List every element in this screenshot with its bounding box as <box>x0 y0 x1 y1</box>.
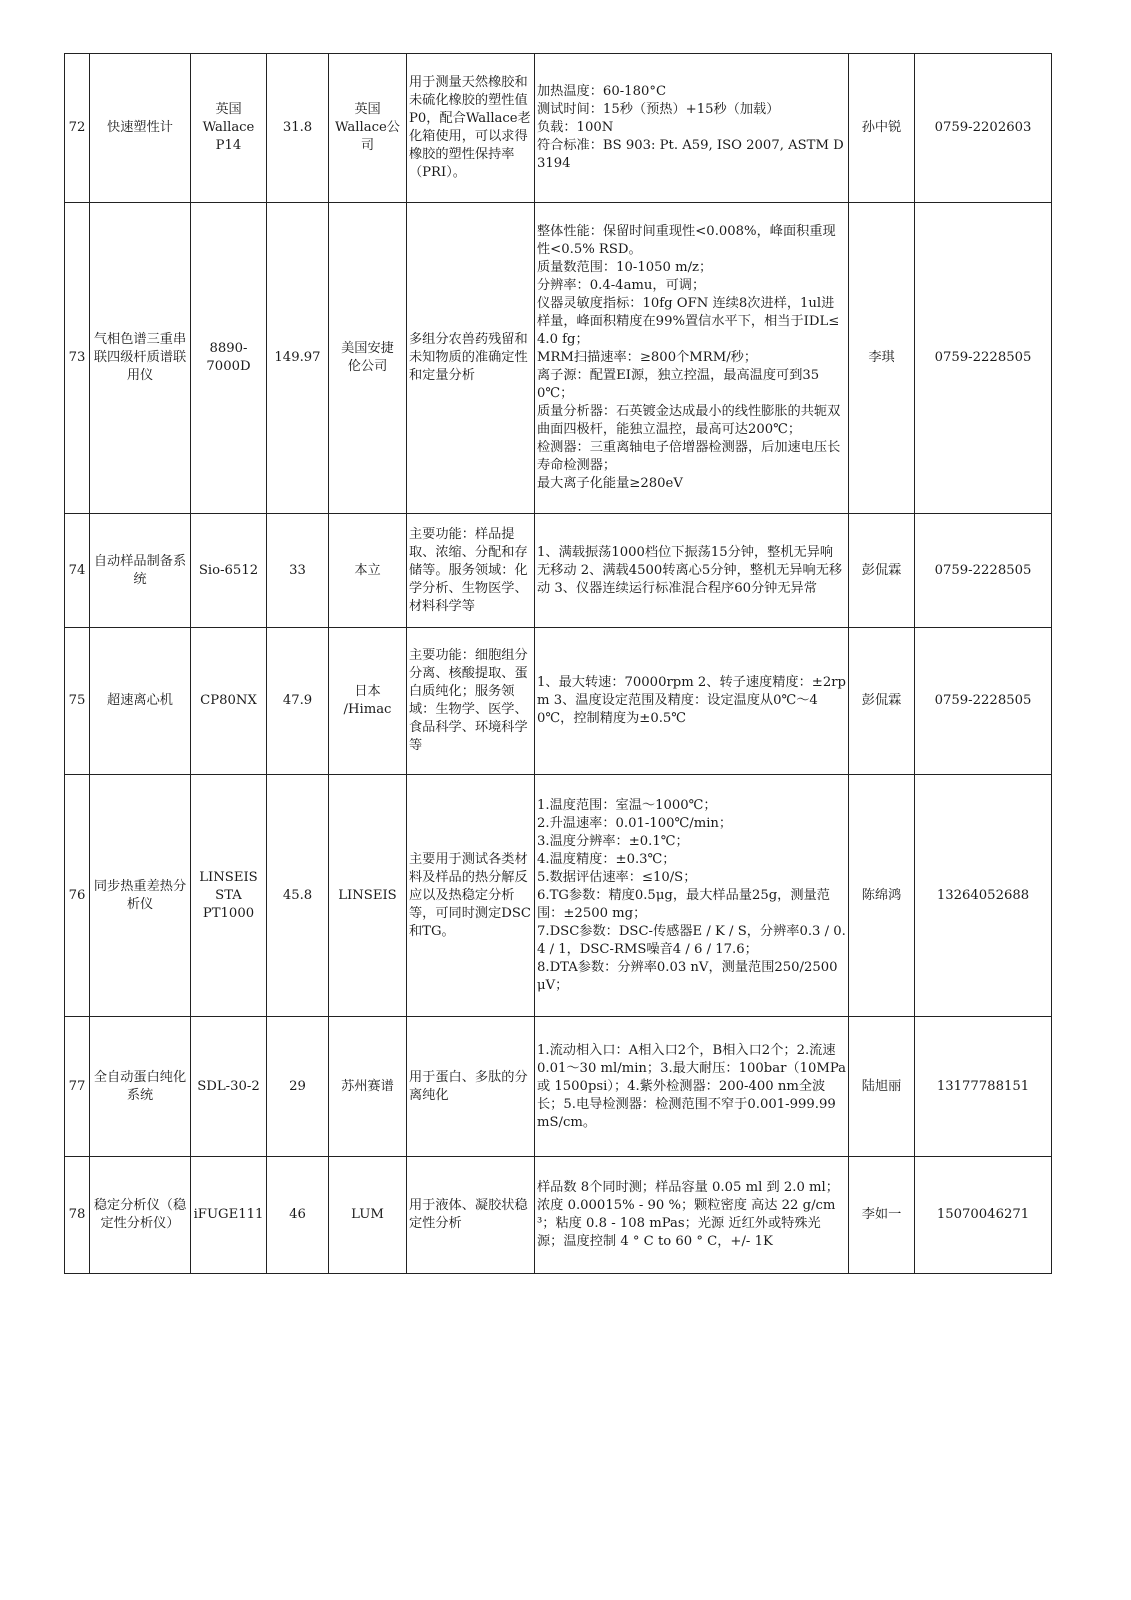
contact-person: 彭侃霖 <box>849 628 915 775</box>
instrument-table <box>64 53 1052 1274</box>
contact-person: 彭侃霖 <box>849 514 915 628</box>
price: 31.8 <box>267 54 329 203</box>
row-number: 75 <box>65 628 90 775</box>
phone-number: 0759-2228505 <box>915 203 1052 514</box>
table-row <box>65 1017 1052 1157</box>
technical-specs: 1.流动相入口：A相入口2个，B相入口2个；2.流速 0.01～30 ml/min；3.最大耐压：100bar（10MPa或 1500psi）；4.紫外检测器：200-400 nm全波长；5.电导检测器：检测范围不窄于0.001-999.99 mS/cm。 <box>535 1017 849 1157</box>
model: Sio-6512 <box>191 514 267 628</box>
manufacturer: 美国安捷 伦公司 <box>329 203 407 514</box>
model: iFUGE111 <box>191 1157 267 1274</box>
row-number: 77 <box>65 1017 90 1157</box>
model: LINSEIS STA PT1000 <box>191 775 267 1017</box>
table-row <box>65 514 1052 628</box>
function-description: 用于液体、凝胶状稳定性分析 <box>407 1157 535 1274</box>
function-description: 主要功能：细胞组分分离、核酸提取、蛋白质纯化；服务领域：生物学、医学、食品科学、环境科学等 <box>407 628 535 775</box>
instrument-name: 自动样品制备系统 <box>90 514 191 628</box>
contact-person: 李如一 <box>849 1157 915 1274</box>
row-number: 78 <box>65 1157 90 1274</box>
instrument-name: 超速离心机 <box>90 628 191 775</box>
technical-specs: 样品数 8个同时测；样品容量 0.05 ml 到 2.0 ml；浓度 0.00015% - 90 %；颗粒密度 高达 22 g/cm³；粘度 0.8 - 108 mPas；光源 近红外或特殊光源；温度控制 4 ° C to 60 ° C，+/- 1K <box>535 1157 849 1274</box>
row-number: 73 <box>65 203 90 514</box>
function-description: 用于蛋白、多肽的分离纯化 <box>407 1017 535 1157</box>
price: 47.9 <box>267 628 329 775</box>
manufacturer: 苏州赛谱 <box>329 1017 407 1157</box>
table-row <box>65 1157 1052 1274</box>
price: 149.97 <box>267 203 329 514</box>
manufacturer: LINSEIS <box>329 775 407 1017</box>
function-description: 主要用于测试各类材料及样品的热分解反应以及热稳定分析等，可同时测定DSC和TG。 <box>407 775 535 1017</box>
manufacturer: 本立 <box>329 514 407 628</box>
row-number: 76 <box>65 775 90 1017</box>
row-number: 72 <box>65 54 90 203</box>
technical-specs: 1、最大转速：70000rpm 2、转子速度精度：±2rpm 3、温度设定范围及精度：设定温度从0℃～40℃，控制精度为±0.5℃ <box>535 628 849 775</box>
instrument-name: 同步热重差热分析仪 <box>90 775 191 1017</box>
phone-number: 13264052688 <box>915 775 1052 1017</box>
table-row <box>65 54 1052 203</box>
manufacturer: LUM <box>329 1157 407 1274</box>
instrument-name: 快速塑性计 <box>90 54 191 203</box>
manufacturer: 英国 Wallace公 司 <box>329 54 407 203</box>
instrument-name: 气相色谱三重串联四级杆质谱联用仪 <box>90 203 191 514</box>
contact-person: 孙中锐 <box>849 54 915 203</box>
contact-person: 陆旭丽 <box>849 1017 915 1157</box>
instrument-name: 全自动蛋白纯化系统 <box>90 1017 191 1157</box>
price: 33 <box>267 514 329 628</box>
phone-number: 15070046271 <box>915 1157 1052 1274</box>
function-description: 主要功能：样品提取、浓缩、分配和存储等。服务领域：化学分析、生物医学、材料科学等 <box>407 514 535 628</box>
table-row <box>65 203 1052 514</box>
phone-number: 0759-2202603 <box>915 54 1052 203</box>
price: 29 <box>267 1017 329 1157</box>
technical-specs: 整体性能：保留时间重现性<0.008%，峰面积重现性<0.5% RSD。 质量数范围：10-1050 m/z； 分辨率：0.4-4amu，可调； 仪器灵敏度指标：10fg OFN 连续8次进样，1ul进样量，峰面积精度在99%置信水平下，相当于IDL≤4.0 fg； MRM扫描速率：≥800个MRM/秒； 离子源：配置EI源，独立控温，最高温度可到350℃； 质量分析器：石英镀金达成最小的线性膨胀的共轭双曲面四极杆，能独立温控，最高可达200℃； 检测器：三重离轴电子倍增器检测器，后加速电压长寿命检测器； 最大离子化能量≥280eV <box>535 203 849 514</box>
technical-specs: 1、满载振荡1000档位下振荡15分钟，整机无异响无移动 2、满载4500转离心5分钟，整机无异响无移动 3、仪器连续运行标准混合程序60分钟无异常 <box>535 514 849 628</box>
contact-person: 李琪 <box>849 203 915 514</box>
function-description: 用于测量天然橡胶和未硫化橡胶的塑性值P0，配合Wallace老化箱使用，可以求得橡胶的塑性保持率（PRI）。 <box>407 54 535 203</box>
price: 46 <box>267 1157 329 1274</box>
phone-number: 0759-2228505 <box>915 514 1052 628</box>
table-row <box>65 628 1052 775</box>
table-row <box>65 775 1052 1017</box>
phone-number: 13177788151 <box>915 1017 1052 1157</box>
model: 8890- 7000D <box>191 203 267 514</box>
price: 45.8 <box>267 775 329 1017</box>
model: SDL-30-2 <box>191 1017 267 1157</box>
function-description: 多组分农兽药残留和未知物质的准确定性和定量分析 <box>407 203 535 514</box>
technical-specs: 加热温度：60-180°C 测试时间：15秒（预热）+15秒（加载） 负载：100N 符合标准：BS 903: Pt. A59, ISO 2007, ASTM D3194 <box>535 54 849 203</box>
technical-specs: 1.温度范围：室温～1000℃； 2.升温速率：0.01-100℃/min； 3.温度分辨率：±0.1℃； 4.温度精度：±0.3℃； 5.数据评估速率：≤10/S； 6.TG参数：精度0.5μg，最大样品量25g，测量范围：±2500 mg； 7.DSC参数：DSC-传感器E / K / S，分辨率0.3 / 0.4 / 1，DSC-RMS噪音4 / 6 / 17.6； 8.DTA参数：分辨率0.03 nV，测量范围250/2500 μV； <box>535 775 849 1017</box>
model: 英国 Wallace P14 <box>191 54 267 203</box>
instrument-name: 稳定分析仪（稳定性分析仪） <box>90 1157 191 1274</box>
model: CP80NX <box>191 628 267 775</box>
manufacturer: 日本 /Himac <box>329 628 407 775</box>
contact-person: 陈绵鸿 <box>849 775 915 1017</box>
row-number: 74 <box>65 514 90 628</box>
phone-number: 0759-2228505 <box>915 628 1052 775</box>
